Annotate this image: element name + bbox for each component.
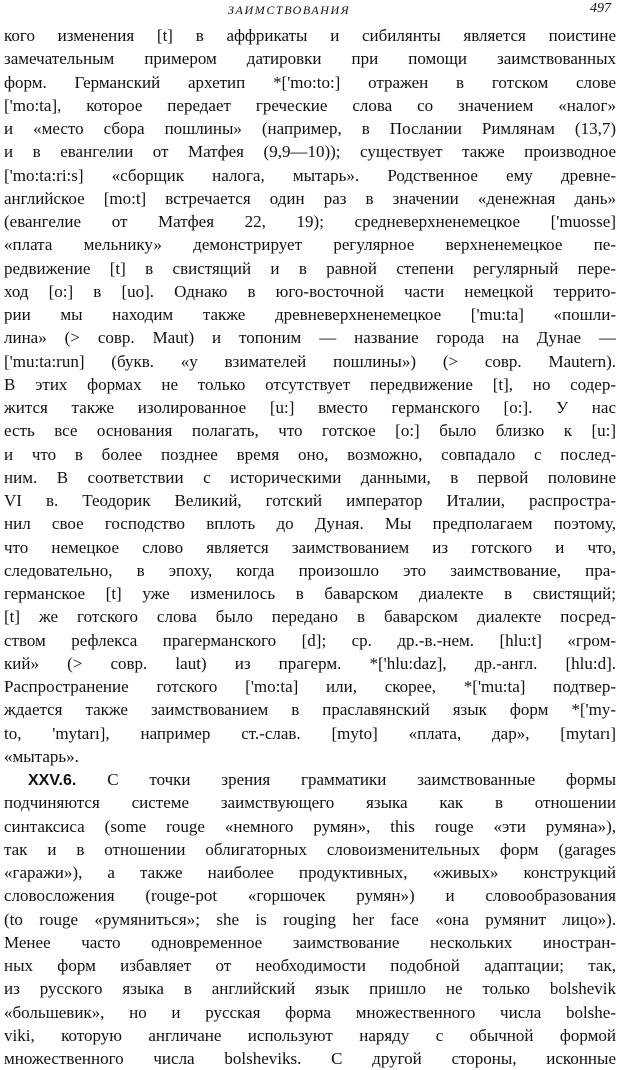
text-line: что немецкое слово является заимствованием из готского и что, (4, 537, 616, 557)
text-line: Распространение готского ['mo:ta] или, скорее, *['mu:ta] подтвер- (4, 677, 616, 696)
text-line: ['mo:ta], которое передает греческие слова со значением «налог» (4, 95, 616, 115)
text-line: VI в. Теодорик Великий, готский император Италии, распростра- (4, 491, 616, 510)
paragraph-continued (4, 24, 616, 768)
text-line: кий» (> совр. laut) из прагерм. *['hlu:daz], др.-англ. [hlu:d]. (4, 653, 616, 673)
text-line: множественного числа bolsheviks. С другой стороны, исконные (4, 1049, 616, 1068)
text-line: форм. Германский архетип *['mo:to:] отражен в готском слове (4, 72, 616, 92)
page-number: 497 (590, 1, 611, 16)
text-line: viki, которую англичане используют наряду с обычной формой (4, 1025, 616, 1045)
text-line: ством рефлекса прагерманского [d]; ср. др.-в.-нем. [hlu:t] «гром- (4, 630, 616, 650)
text-line: кого изменения [t] в аффрикаты и сибилянты является поистине (4, 26, 616, 45)
text-line: так и в отношении облигаторных словоизменительных форм (garages (4, 839, 616, 859)
text-line: «плата мельнику» демонстрирует регулярное верхненемецкое пе- (4, 235, 616, 255)
text-line: жится также изолированное [u:] вместо германского [o:]. У нас (4, 398, 616, 417)
text-line: «мытарь». (4, 746, 79, 766)
text-line: замечательным примером датировки при помощи заимствованных (4, 49, 616, 69)
text-line: и «место сбора пошлины» (например, в Послании Римлянам (13,7) (4, 119, 616, 138)
text-line: ['mo:ta:ri:s] «сборщик налога, мытарь». Родственное ему древне- (4, 165, 616, 185)
text-line: [t] же готского слова было передано в баварском диалекте посред- (4, 607, 616, 627)
text-line: (евангелие от Матфея 22, 19); средневерхненемецкое ['muosse] (4, 212, 616, 231)
section-first-line (4, 768, 616, 791)
running-header (0, 0, 620, 22)
text-line: ход [o:] в [uo]. Однако в юго-восточной части немецкой террито- (4, 281, 616, 301)
text-line: нил свое господство вплоть до Дуная. Мы предполагаем поэтому, (4, 514, 616, 534)
body-text (4, 24, 616, 1070)
text-line: «большевик», но и русская форма множественного числа bolshe- (4, 1002, 616, 1022)
text-line: и в евангелии от Матфея (9,9—10)); существует также производное (4, 142, 616, 162)
text-line: В этих формах не только отсутствует передвижение [t], но содер- (4, 374, 616, 394)
text-line: словосложения (rouge-pot «горшочек румян») и словообразования (4, 886, 616, 906)
text-line: (to rouge «румяниться»; she is rouging her face «она румянит лицо»). (4, 909, 616, 929)
text-line: есть все основания полагать, что готское [o:] было близко к [u:] (4, 421, 616, 441)
text-line: to, 'mytarı], например ст.-слав. [myto] «плата, дар», [mytarı] (4, 723, 616, 743)
text-line: лина» (> совр. Maut) и топоним — название города на Дунае — (4, 328, 616, 348)
text-line: ждается также заимствованием в праславянский язык форм *['my- (4, 700, 616, 720)
text-line: английское [mo:t] встречается один раз в значении «денежная дань» (4, 188, 616, 208)
text-line: «гаражи»), а также наиболее продуктивных, «живых» конструкций (4, 863, 616, 882)
text-line: германское [t] уже изменилось в баварском диалекте в свистящий; (4, 584, 616, 603)
section-number: XXV.6. (28, 772, 77, 789)
text-line: ['mu:ta:run] (букв. «у взимателей пошлины») (> совр. Mautern). (4, 351, 616, 371)
text-line: Менее часто одновременное заимствование нескольких иностран- (4, 932, 616, 952)
running-header-title: ЗАИМСТВОВАНИЯ (228, 3, 351, 17)
text-line: синтаксиса (some rouge «немного румян», this rouge «эти румяна»), (4, 816, 616, 836)
paragraph-section-xxv-6 (4, 768, 616, 1070)
text-line: рии мы находим также древневерхненемецкое ['mu:ta] «пошли- (4, 305, 616, 324)
text-line: ных форм избавляет от необходимости подобной адаптации; так, (4, 956, 616, 975)
text-line: подчиняются системе заимствующего языка как в отношении (4, 793, 616, 813)
text-line: из русского языка в английский язык пришло не только bolshevik (4, 979, 616, 999)
section-first-line-text: С точки зрения грамматики заимствованные формы (107, 770, 616, 789)
text-line: и что в более позднее время оно, возможно, совпадало с послед- (4, 444, 616, 464)
text-line: редвижение [t] в свистящий и в равной степени регулярный пере- (4, 258, 616, 278)
text-line: следовательно, в эпоху, когда произошло это заимствование, пра- (4, 560, 616, 580)
text-line: ним. В соответствии с историческими данными, в первой половине (4, 467, 616, 487)
